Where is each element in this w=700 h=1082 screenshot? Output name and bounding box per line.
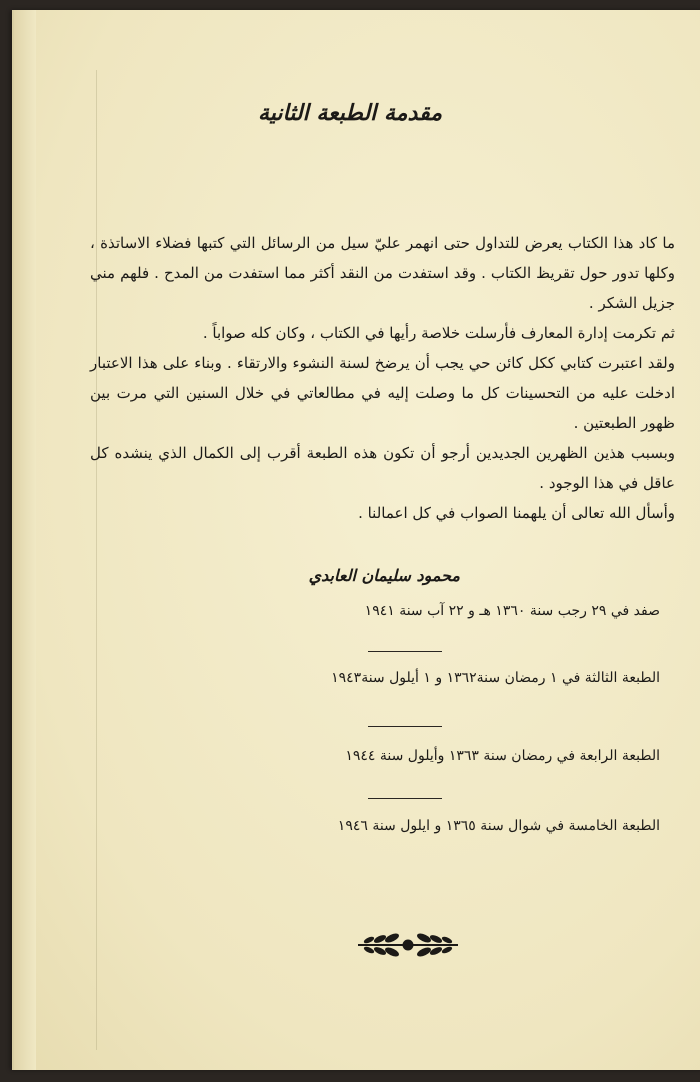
edition-line-2: الطبعة الثالثة في ١ رمضان سنة١٣٦٢ و ١ أيلول سنة١٩٤٣ (331, 670, 660, 686)
divider-rule-3 (368, 798, 442, 799)
paragraph-3: ولقد اعتبرت كتابي ككل كائن حي يجب أن يرضخ لسنة النشوء والارتقاء . وبناء على هذا الاعتبار ادخلت عليه من التحسينات كل ما وصلت إليه في مطالعاتي في خلال السنين التي مرت بين ظهور الطبعتين . (90, 354, 675, 432)
paragraph-4: وبسبب هذين الظهرين الجديدين أرجو أن تكون هذه الطبعة أقرب إلى الكمال الذي ينشده كل عاقل في هذا الوجود . (90, 444, 675, 492)
edition-line-1: صفد في ٢٩ رجب سنة ١٣٦٠ هـ و ٢٢ آب سنة ١٩٤١ (364, 603, 660, 619)
paragraph-5: وأسأل الله تعالى أن يلهمنا الصواب في كل اعمالنا . (358, 504, 675, 522)
preface-body (90, 228, 675, 528)
divider-rule-2 (368, 726, 442, 727)
divider-rule-1 (368, 651, 442, 652)
author-signature: محمود سليمان العابدي (308, 566, 460, 585)
paragraph-1: ما كاد هذا الكتاب يعرض للتداول حتى انهمر عليّ سيل من الرسائل التي كتبها فضلاء الاساتذة ، وكلها تدور حول تقريظ الكتاب . وقد استفدت من النقد أكثر مما استفدت من المدح . فلهم مني جزيل الشكر . (90, 234, 675, 312)
floral-ornament-icon (352, 928, 464, 962)
paper-sheet (12, 10, 700, 1070)
edition-line-3: الطبعة الرابعة في رمضان سنة ١٣٦٣ وأيلول سنة ١٩٤٤ (345, 748, 660, 764)
paragraph-2: ثم تكرمت إدارة المعارف فأرسلت خلاصة رأيها في الكتاب ، وكان كله صواباً . (202, 324, 675, 342)
page-fold-shadow (14, 10, 36, 1070)
edition-line-4: الطبعة الخامسة في شوال سنة ١٣٦٥ و ايلول سنة ١٩٤٦ (337, 818, 660, 834)
margin-crease (96, 70, 97, 1050)
page-title: مقدمة الطبعة الثانية (258, 100, 442, 126)
